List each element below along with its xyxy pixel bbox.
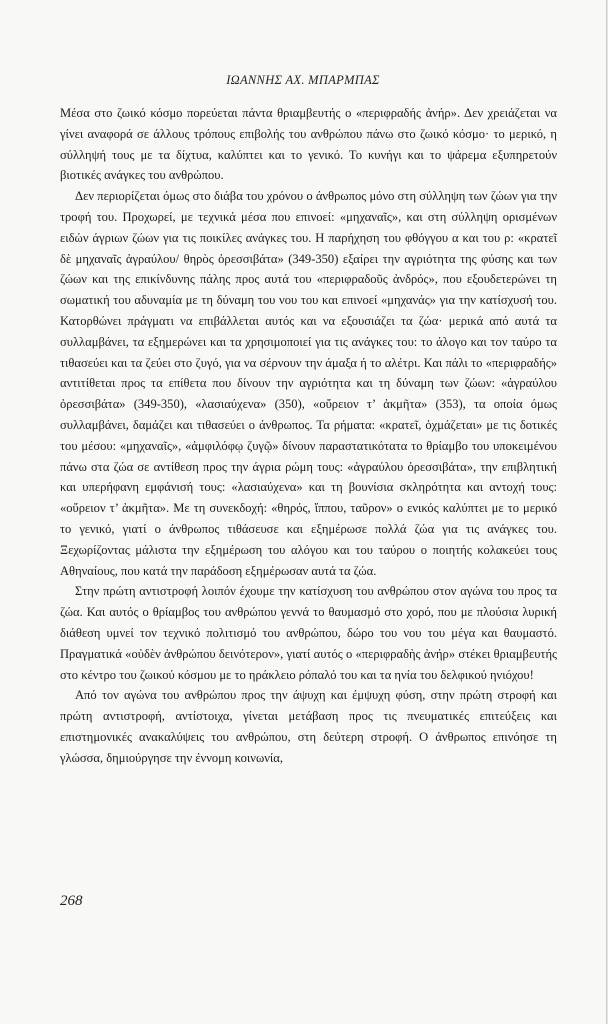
paragraph-2: Δεν περιορίζεται όμως στο διάβα του χρόνου ο άνθρωπος μόνο στη σύλληψη των ζώων για την τροφή του. Προχωρεί, με τεχνικά μέσα που επινοεί: «μηχαναῖς», και στη σύλληψη ορισμένων ειδών άγριων ζώων για τις ποικίλες ανάγκες του. Η παρήχηση του φθόγγου α και του ρ: «κρατεῖ δὲ μηχαναῖς ἀγραύλου/ θηρὸς ὀρεσσιβάτα» (349-350) εξαίρει την αγριότητα της φύσης και των ζώων και της επικίνδυνης πάλης προς αυτά του «περιφραδοῦς ἀνδρός», που εξουδετερώνει τη σωματική του αδυναμία με τη δύναμη του νου του και επινοεί «μηχανάς» για την κατίσχυσή του. Κατορθώνει πράγματι να επιβάλλεται αυτός και να εξουσιάζει τα ζώα· μερικά από αυτά τα συλλαμβάνει, τα εξημερώνει και τα χρησιμοποιεί για τις ανάγκες του: το άλογο και τον ταύρο τα τιθασεύει και τα ζεύει στο ζυγό, για να σέρνουν την άμαξα ή το αλέτρι. Και πάλι το «περιφραδής» αντιτίθεται προς τα επίθετα που δίνουν την αγριότητα και τη δύναμη των ζώων: «ἀγραύλου ὀρεσσιβάτα» (349-350), «λασιαύχενα» (350), «οὔρειον τ’ ἀκμῆτα» (353), τα οποία όμως συλλαμβάνει, δαμάζει και τιθασεύει ο άνθρωπος. Τα ρήματα: «κρατεῖ, ὀχμάζεται» με τις δοτικές του μέσου: «μηχαναῖς», «ἀμφιλόφῳ ζυγῷ» δίνουν παραστατικότατα το θρίαμβο του υποκειμένου πάνω στα ζώα σε αντίθεση προς την άγρια ρώμη τους: «ἀγραύλου ὀρεσσιβάτα», την επιβλητική και υπερήφανη εμφάνισή τους: «λασιαύχενα» και τη βουνίσια σκληρότητα και αντοχή τους: «οὔρειον τ’ ἀκμῆτα». Με τη συνεκδοχή: «θηρός, ἵππου, ταῦρον» ο ενικός καλύπτει με το μερικό το γενικό, γιατί ο άνθρωπος τιθάσευσε και εξημέρωσε πολλά ζώα για τις ανάγκες του. Ξεχωρίζοντας μάλιστα την εξημέρωση του αλόγου και του ταύρου ο ποιητής κολακεύει τους Αθηναίους, που κατά την παράδοση εξημέρωσαν αυτά τα ζώα. (60, 189, 557, 578)
running-head: ΙΩΑΝΝΗΣ ΑΧ. ΜΠΑΡΜΠΑΣ (226, 73, 380, 87)
paragraph-4: Από τον αγώνα του ανθρώπου προς την άψυχη και έμψυχη φύση, στην πρώτη στροφή και πρώτη αντιστροφή, αντίστοιχα, γίνεται μετάβαση προς τις πνευματικές επιτεύξεις και επιστημονικές ανακαλύψεις του ανθρώπου, στη δεύτερη στροφή. Ο άνθρωπος επινόησε τη γλώσσα, δημιούργησε την έννομη κοινωνία, (60, 688, 557, 765)
body-text (60, 103, 557, 769)
paragraph-1: Μέσα στο ζωικό κόσμο πορεύεται πάντα θριαμβευτής ο «περιφραδής ἀνήρ». Δεν χρειάζεται να γίνει αναφορά σε άλλους τρόπους επιβολής του ανθρώπου πάνω στο ζωικό κόσμο· το μερικό, η σύλληψή τους με τα δίχτυα, καλύπτει και το γενικό. Το κυνήγι και το ψάρεμα εξυπηρετούν βιοτικές ανάγκες του ανθρώπου. (60, 106, 557, 183)
paragraph-3: Στην πρώτη αντιστροφή λοιπόν έχουμε την κατίσχυση του ανθρώπου στον αγώνα του προς τα ζώα. Και αυτός ο θρίαμβος του ανθρώπου γεννά το θαυμασμό στο χορό, που με πλούσια λυρική διάθεση υμνεί τον τεχνικό πολιτισμό του ανθρώπου, δώρο του νου του μέγα και θαυμαστό. Πραγματικά «οὐδὲν ἀνθρώπου δεινότερον», γιατί αυτός ο «περιφραδὴς ἀνήρ» στέκει θριαμβευτής στο κέντρο του ζωικού κόσμου με το ηράκλειο ρόπαλό του και τα ηνία του δελφικού ηνιόχου! (60, 584, 557, 682)
page-number: 268 (60, 893, 83, 909)
